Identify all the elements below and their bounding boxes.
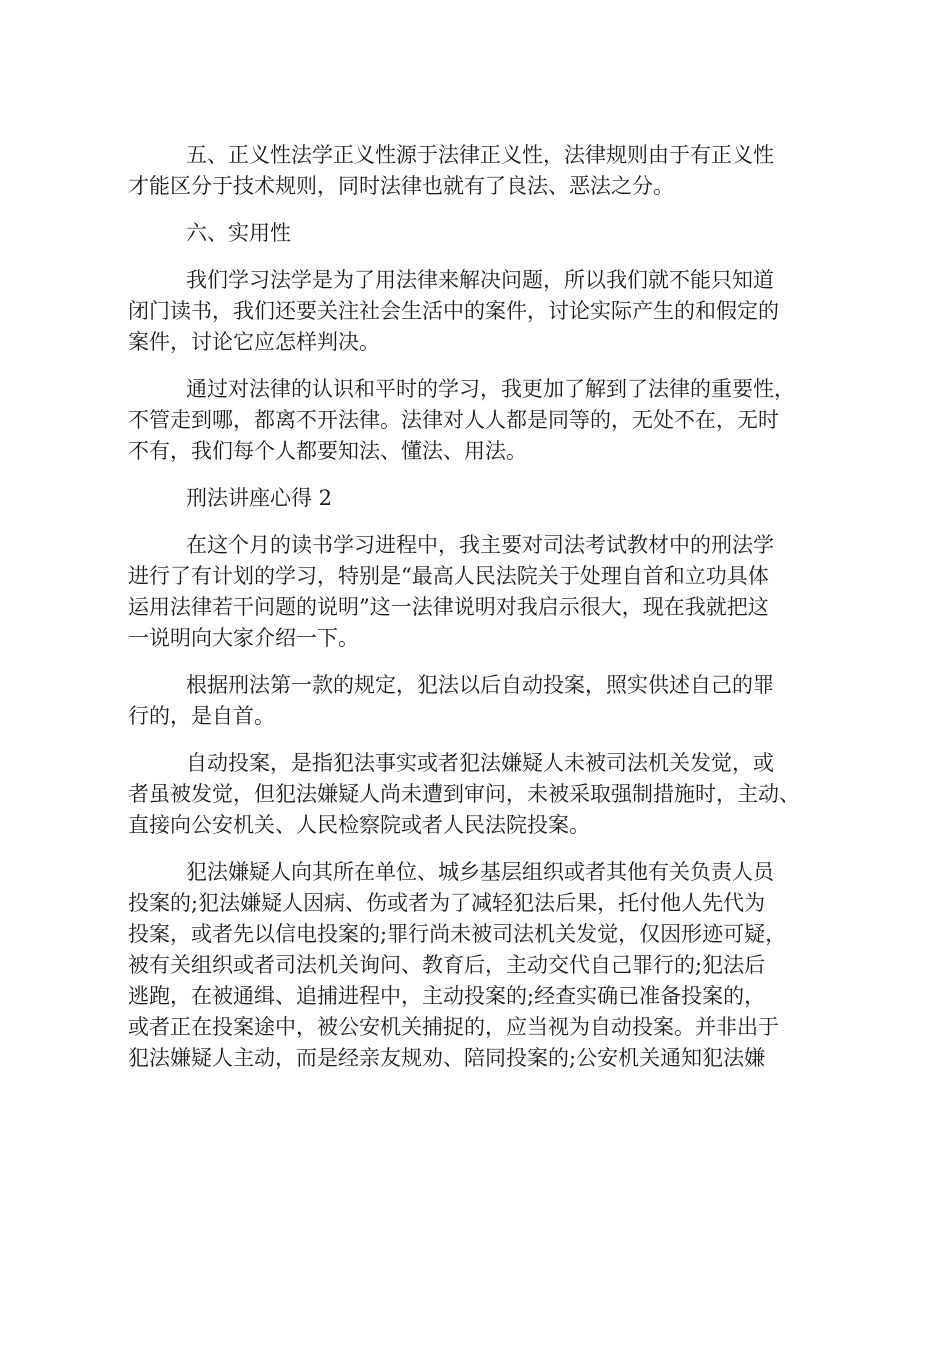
paragraph-justice bbox=[128, 140, 850, 202]
paragraph-intro bbox=[128, 530, 850, 654]
text-line: 投案，或者先以信电投案的;罪行尚未被司法机关发觉，仅因形迹可疑， bbox=[128, 922, 787, 946]
text-line: 者虽被发觉，但犯法嫌疑人尚未遭到审问，未被采取强制措施时，主动、 bbox=[128, 782, 800, 806]
paragraph-voluntary-surrender bbox=[128, 748, 850, 841]
section-heading-lecture-2 bbox=[128, 483, 850, 514]
text-line: 通过对法律的认识和平时的学习，我更加了解到了法律的重要性， bbox=[186, 377, 795, 401]
text-line: 不有，我们每个人都要知法、懂法、用法。 bbox=[128, 439, 527, 463]
section-heading-practicality bbox=[128, 218, 850, 249]
text-line: 或者正在投案途中，被公安机关捕捉的，应当视为自动投案。并非出于 bbox=[128, 1015, 779, 1039]
text-line: 闭门读书，我们还要关注社会生活中的案件，讨论实际产生的和假定的 bbox=[128, 299, 779, 323]
text-line: 被有关组织或者司法机关询问、教育后，主动交代自己罪行的;犯法后 bbox=[128, 953, 766, 977]
text-line: 我们学习法学是为了用法律来解决问题，所以我们就不能只知道 bbox=[186, 268, 774, 292]
text-line: 投案的;犯法嫌疑人因病、伤或者为了减轻犯法后果，托付他人先代为 bbox=[128, 891, 766, 915]
text-line: 刑法讲座心得 2 bbox=[186, 486, 333, 510]
text-line: 进行了有计划的学习，特别是“最高人民法院关于处理自首和立功具体 bbox=[128, 564, 769, 588]
text-line: 犯法嫌疑人主动，而是经亲友规劝、陪同投案的;公安机关通知犯法嫌 bbox=[128, 1046, 766, 1070]
text-line: 才能区分于技术规则，同时法律也就有了良法、恶法之分。 bbox=[128, 174, 674, 198]
text-line: 六、实用性 bbox=[186, 221, 291, 245]
text-line: 不管走到哪，都离不开法律。法律对人人都是同等的，无处不在，无时 bbox=[128, 408, 779, 432]
text-line: 案件，讨论它应怎样判决。 bbox=[128, 330, 380, 354]
document-page bbox=[128, 140, 850, 1090]
text-line: 在这个月的读书学习进程中，我主要对司法考试教材中的刑法学 bbox=[186, 533, 774, 557]
text-line: 行的，是自首。 bbox=[128, 704, 275, 728]
paragraph-self-surrender-definition bbox=[128, 670, 850, 732]
paragraph-surrender-cases bbox=[128, 857, 850, 1074]
text-line: 自动投案，是指犯法事实或者犯法嫌疑人未被司法机关发觉，或 bbox=[186, 751, 774, 775]
text-line: 运用法律若干问题的说明”这一法律说明对我启示很大，现在我就把这 bbox=[128, 595, 769, 619]
text-line: 犯法嫌疑人向其所在单位、城乡基层组织或者其他有关负责人员 bbox=[186, 860, 774, 884]
paragraph-conclusion bbox=[128, 374, 850, 467]
paragraph-practical-study bbox=[128, 265, 850, 358]
text-line: 根据刑法第一款的规定，犯法以后自动投案，照实供述自己的罪 bbox=[186, 673, 774, 697]
text-line: 五、正义性法学正义性源于法律正义性，法律规则由于有正义性 bbox=[186, 143, 774, 167]
text-line: 直接向公安机关、人民检察院或者人民法院投案。 bbox=[128, 813, 590, 837]
text-line: 逃跑，在被通缉、追捕进程中，主动投案的;经查实确已准备投案的， bbox=[128, 984, 766, 1008]
text-line: 一说明向大家介绍一下。 bbox=[128, 626, 359, 650]
